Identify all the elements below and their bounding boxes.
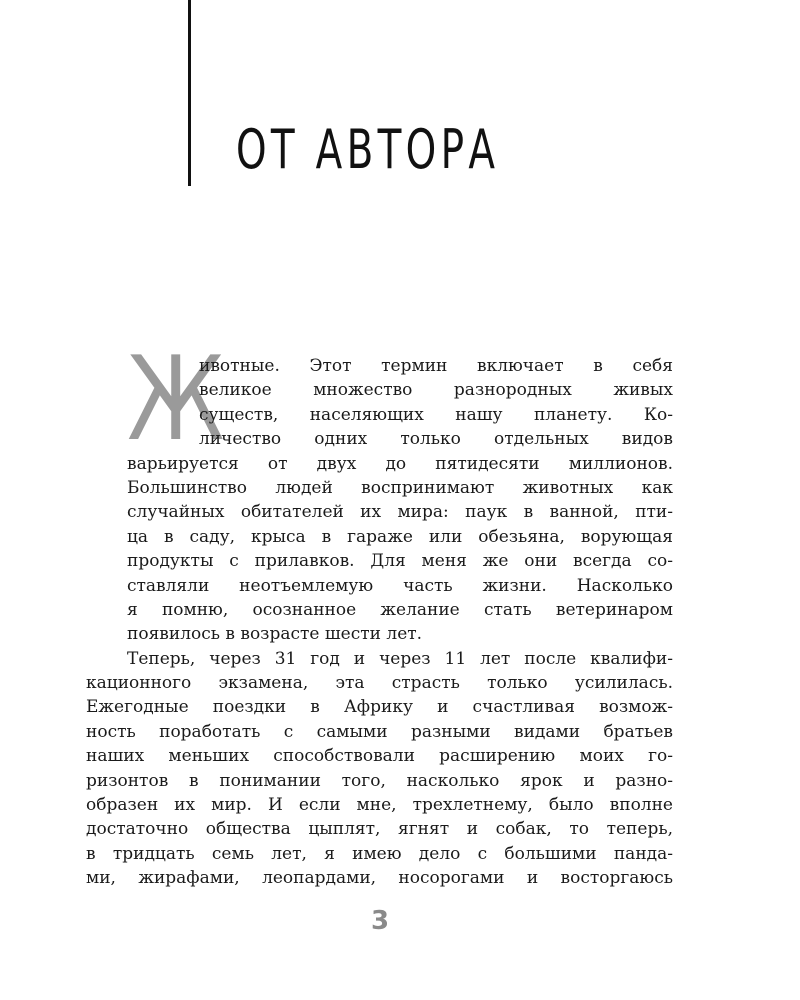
text-line: Большинство людей воспринимают животных как [127, 477, 673, 498]
text-line: варьируется от двух до пятидесяти миллионов. [127, 453, 673, 474]
text-line: я помню, осознанное желание стать ветеринаром [127, 599, 673, 620]
text-line: Ежегодные поездки в Африку и счастливая возмож- [86, 697, 673, 718]
text-line: Теперь, через 31 год и через 11 лет после квалифи- [127, 648, 673, 669]
page-number: 3 [370, 906, 390, 936]
text-line: личество одних только отдельных видов [199, 429, 673, 450]
text-line: ризонтов в понимании того, насколько ярок и разно- [86, 770, 673, 791]
text-line: ца в саду, крыса в гараже или обезьяна, ворующая [127, 526, 673, 547]
text-line: появилось в возрасте шести лет. [127, 624, 423, 645]
drop-cap: Ж [127, 332, 225, 467]
text-line: в тридцать семь лет, я имею дело с большими панда- [86, 843, 673, 864]
vertical-rule [188, 0, 191, 186]
text-line: ивотные. Этот термин включает в себя [199, 356, 673, 376]
chapter-title: ОТ АВТОРА [236, 118, 500, 181]
text-line: наших меньших способствовали расширению моих го- [86, 746, 673, 767]
text-line: существ, населяющих нашу планету. Ко- [199, 404, 673, 425]
text-line: образен их мир. И если мне, трехлетнему, было вполне [86, 795, 673, 816]
text-line: великое множество разнородных живых [199, 380, 673, 401]
text-line: продукты с прилавков. Для меня же они всегда со- [127, 551, 673, 572]
text-line: ми, жирафами, леопардами, носорогами и восторгаюсь [86, 868, 673, 889]
body-text [86, 354, 673, 891]
text-line: ность поработать с самыми разными видами братьев [86, 721, 673, 742]
text-line: достаточно общества цыплят, ягнят и собак, то теперь, [86, 819, 673, 840]
text-line: кационного экзамена, эта страсть только усилилась. [86, 673, 673, 694]
text-line: случайных обитателей их мира: паук в ванной, пти- [127, 502, 673, 523]
text-line: ставляли неотъемлемую часть жизни. Насколько [127, 575, 673, 596]
